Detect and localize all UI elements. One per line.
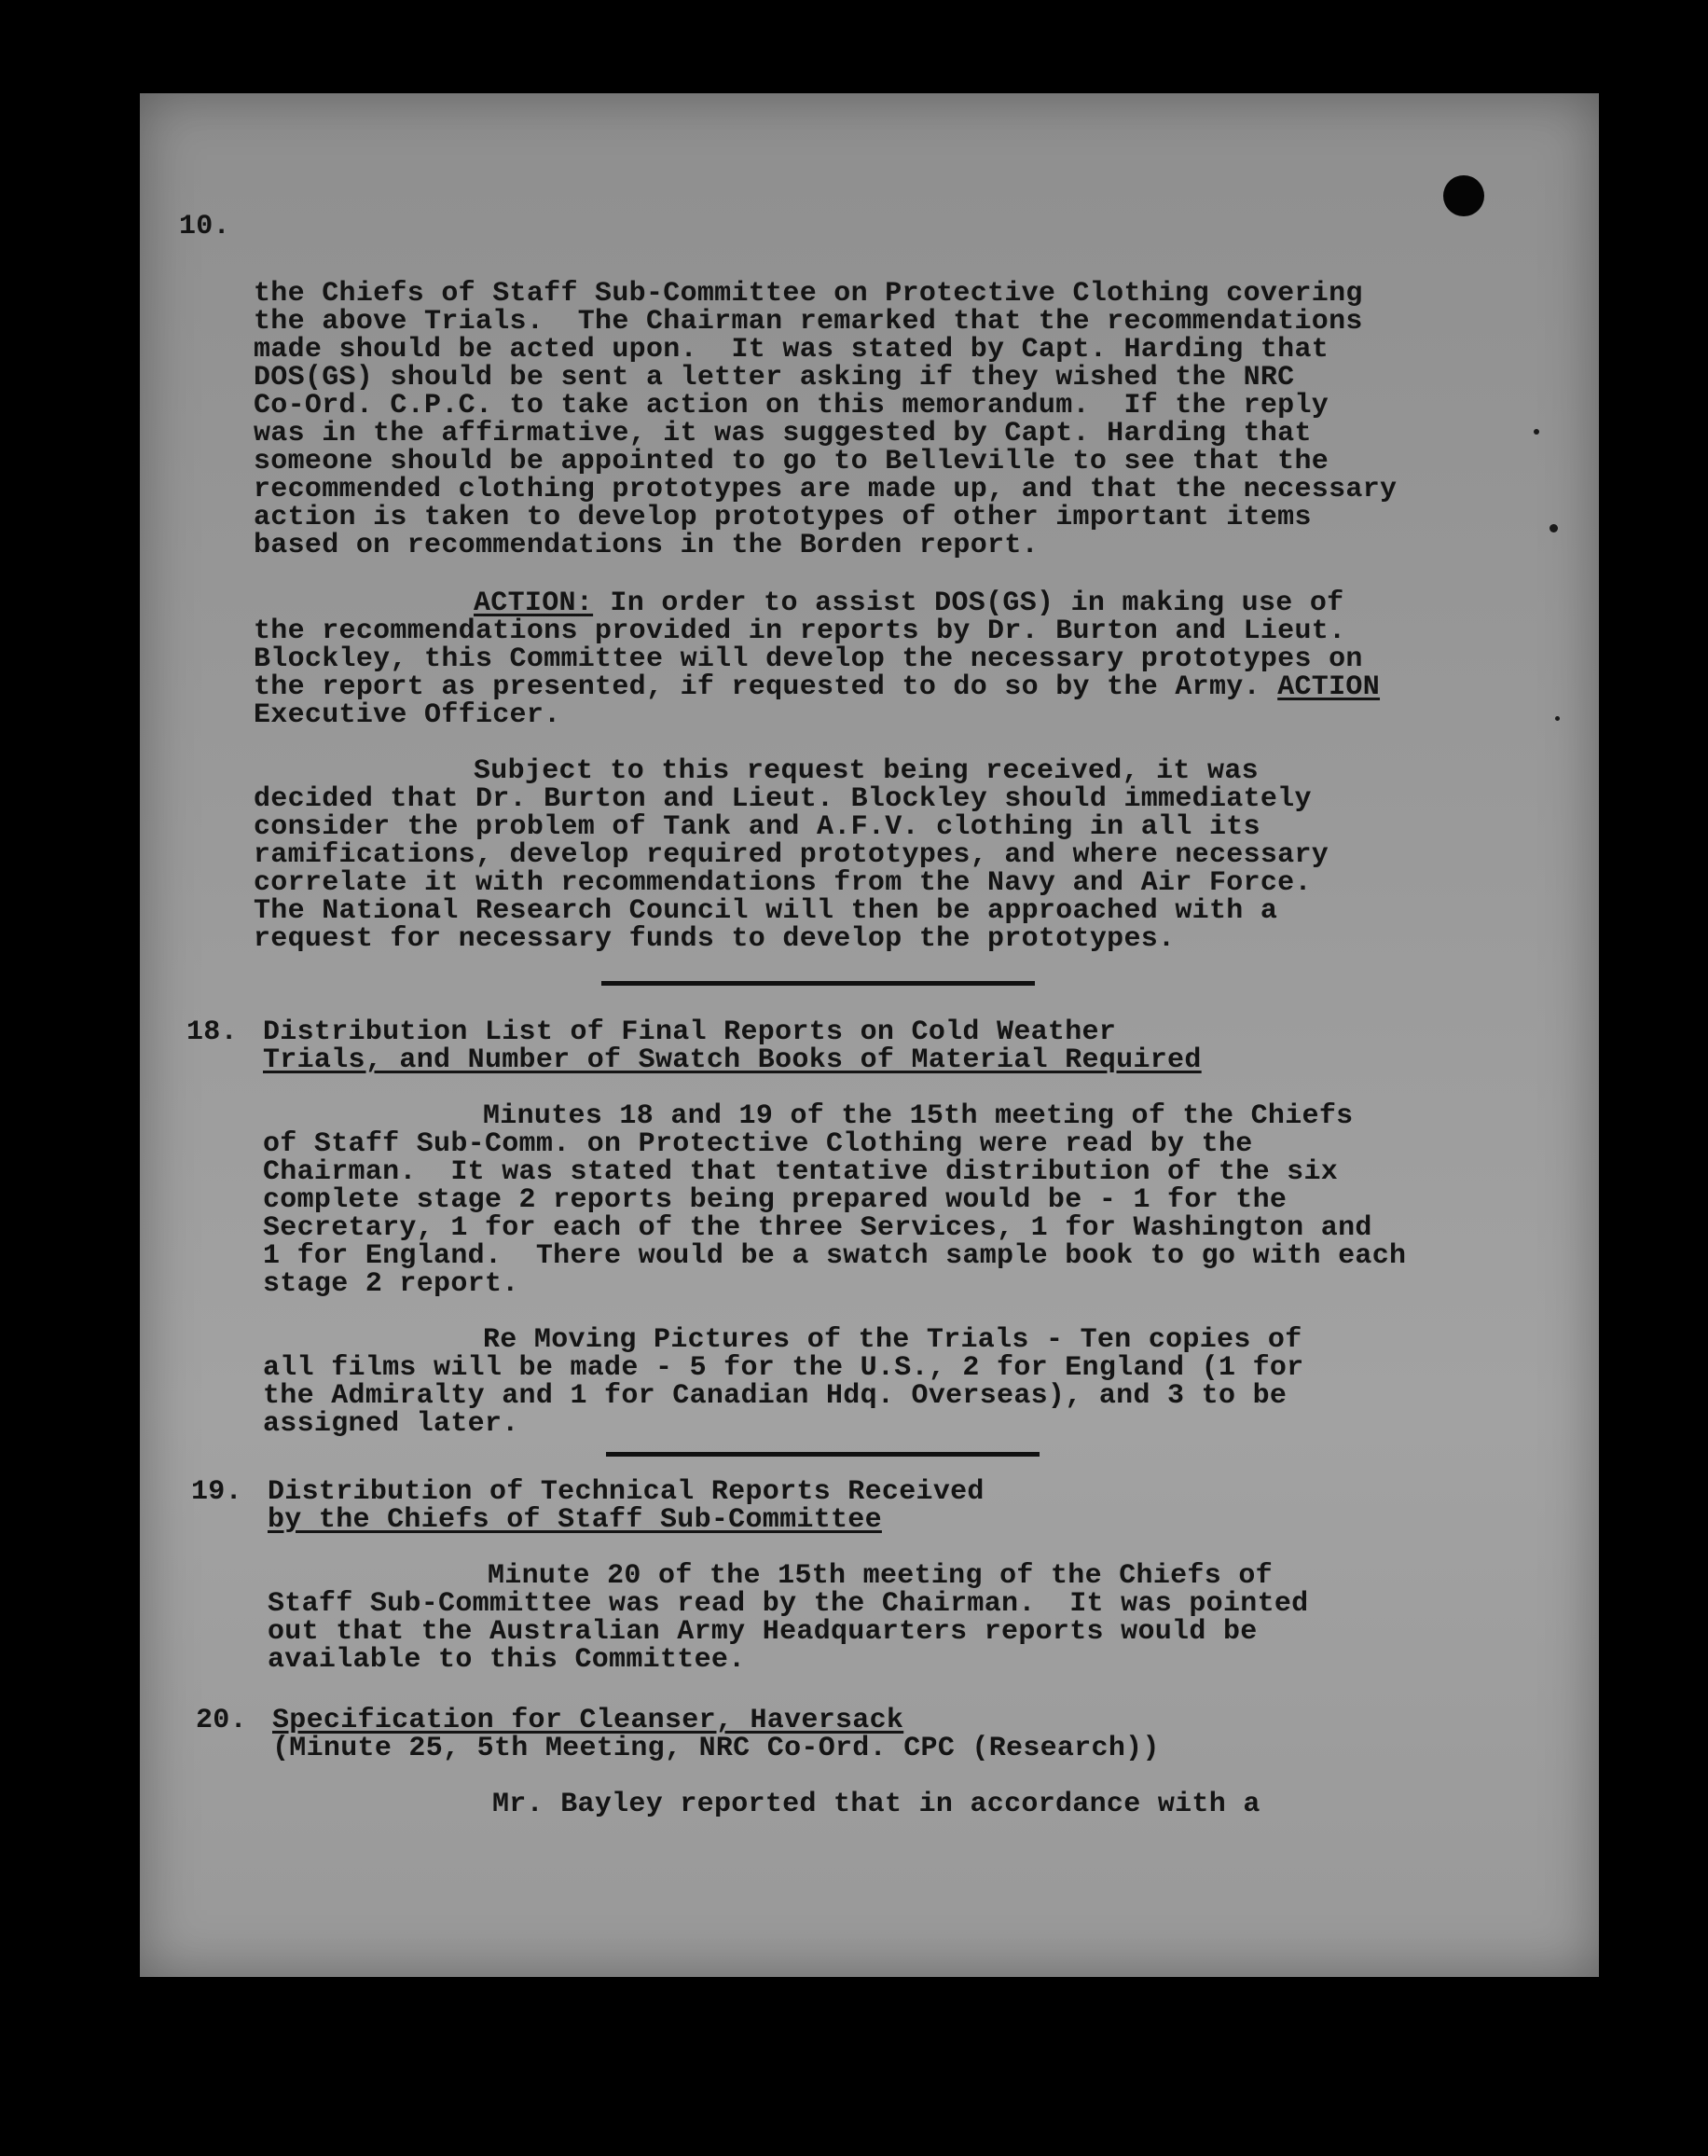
section-number: 20. [196, 1705, 247, 1736]
text-line: ramifications, develop required prototypes, and where necessary [254, 839, 1329, 871]
text-line: Secretary, 1 for each of the three Services, 1 for Washington and [263, 1212, 1372, 1244]
text-line: was in the affirmative, it was suggested by Capt. Harding that [254, 418, 1312, 449]
text-line: Co-Ord. C.P.C. to take action on this memorandum. If the reply [254, 390, 1329, 422]
text-line: DOS(GS) should be sent a letter asking if they wished the NRC [254, 362, 1295, 394]
section-number: 18. [186, 1016, 238, 1048]
action-label: ACTION: [474, 587, 594, 619]
text-line: 1 for England. There would be a swatch sample book to go with each [263, 1240, 1407, 1272]
text-line: of Staff Sub-Comm. on Protective Clothing were read by the [263, 1128, 1253, 1160]
text-line: action is taken to develop prototypes of other important items [254, 502, 1312, 533]
action-line-4 [254, 673, 1380, 701]
page-number: 10. [179, 211, 230, 242]
text-line: the above Trials. The Chairman remarked that the recommendations [254, 306, 1363, 338]
section-divider [601, 981, 1035, 986]
ink-speck [1555, 716, 1560, 721]
text-line: the Chiefs of Staff Sub-Committee on Protective Clothing covering [254, 278, 1363, 310]
text-line: Re Moving Pictures of the Trials - Ten copies of [483, 1324, 1302, 1356]
punch-hole [1443, 175, 1484, 216]
action-marker: ACTION [1277, 671, 1381, 703]
text-line: stage 2 report. [263, 1268, 519, 1300]
text-line: out that the Australian Army Headquarters reports would be [268, 1616, 1258, 1648]
section-title: by the Chiefs of Staff Sub-Committee [268, 1504, 882, 1536]
action-assignee: Executive Officer. [254, 699, 561, 731]
text-line: Mr. Bayley reported that in accordance with a [492, 1789, 1260, 1820]
text-line: all films will be made - 5 for the U.S., 2 for England (1 for [263, 1352, 1304, 1384]
text-line: assigned later. [263, 1408, 519, 1440]
text-line: complete stage 2 reports being prepared would be - 1 for the [263, 1184, 1288, 1216]
ink-speck [1534, 429, 1539, 435]
section-title: Specification for Cleanser, Haversack [272, 1705, 904, 1736]
text-line: the recommendations provided in reports by Dr. Burton and Lieut. [254, 615, 1346, 647]
section-title: Trials, and Number of Swatch Books of Material Required [263, 1044, 1202, 1076]
text-line: the Admiralty and 1 for Canadian Hdq. Overseas), and 3 to be [263, 1380, 1288, 1412]
text-line: Minutes 18 and 19 of the 15th meeting of the Chiefs [483, 1100, 1354, 1132]
text-line: consider the problem of Tank and A.F.V. clothing in all its [254, 811, 1260, 843]
section-divider [606, 1452, 1040, 1457]
text-line: Minute 20 of the 15th meeting of the Chiefs of [488, 1560, 1273, 1592]
text-line: based on recommendations in the Borden report. [254, 530, 1039, 561]
ink-speck [1550, 524, 1558, 532]
text-line: available to this Committee. [268, 1644, 746, 1676]
text-line: Blockley, this Committee will develop the necessary prototypes on [254, 643, 1363, 675]
text-line: someone should be appointed to go to Belleville to see that the [254, 446, 1329, 477]
text-line: decided that Dr. Burton and Lieut. Blockley should immediately [254, 783, 1312, 815]
text-line: made should be acted upon. It was stated by Capt. Harding that [254, 334, 1329, 366]
text-line: correlate it with recommendations from the Navy and Air Force. [254, 867, 1312, 899]
action-line-1 [474, 589, 1343, 617]
text-line: request for necessary funds to develop the prototypes. [254, 923, 1176, 955]
section-title: Distribution List of Final Reports on Cold Weather [263, 1016, 1117, 1048]
text-line: The National Research Council will then be approached with a [254, 895, 1278, 927]
section-number: 19. [191, 1476, 242, 1508]
section-reference: (Minute 25, 5th Meeting, NRC Co-Ord. CPC (Research)) [272, 1733, 1160, 1764]
action-line-1-text: In order to assist DOS(GS) in making use of [593, 587, 1344, 619]
text-line: Subject to this request being received, it was [474, 755, 1259, 787]
text-line: Chairman. It was stated that tentative distribution of the six [263, 1156, 1339, 1188]
action-line-4-text: the report as presented, if requested to do so by the Army. [254, 671, 1260, 703]
text-line: recommended clothing prototypes are made up, and that the necessary [254, 474, 1398, 505]
section-title: Distribution of Technical Reports Received [268, 1476, 985, 1508]
text-line: Staff Sub-Committee was read by the Chairman. It was pointed [268, 1588, 1309, 1620]
